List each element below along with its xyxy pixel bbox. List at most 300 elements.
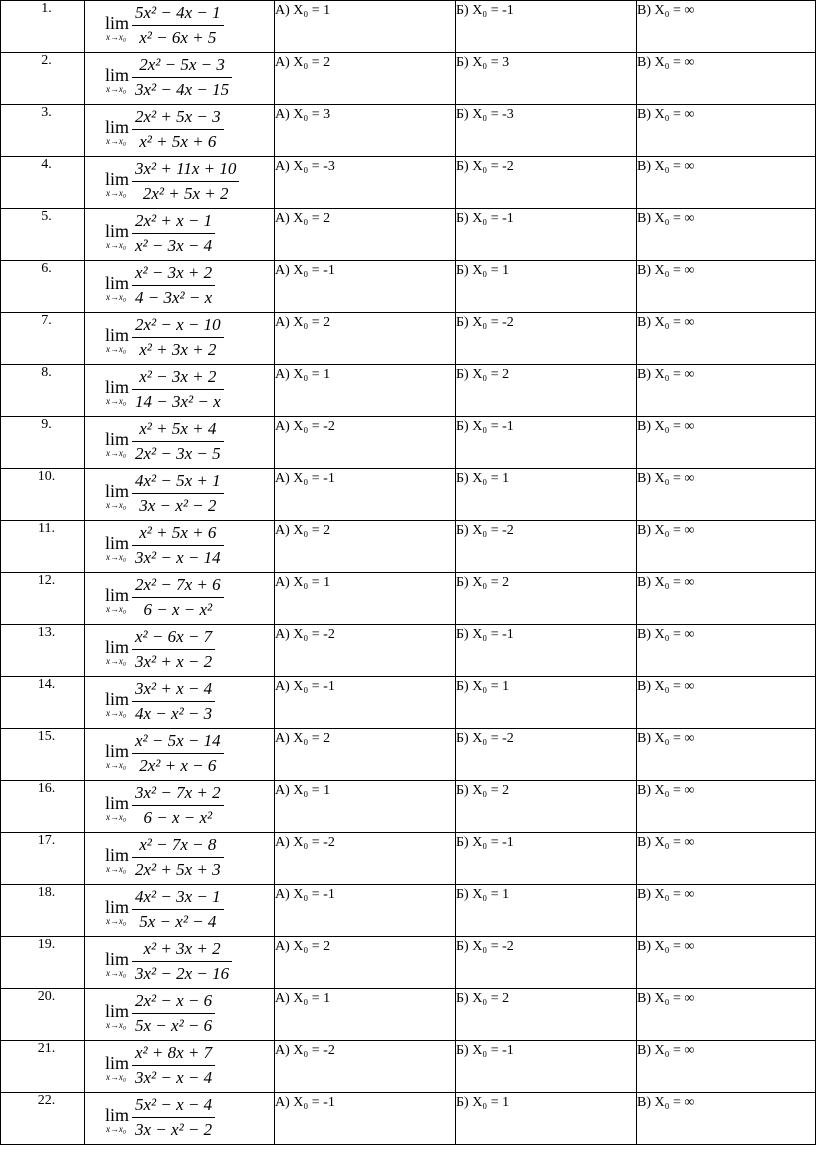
answer-option-a: А) X₀ = -1 (275, 887, 335, 902)
answer-option-a: А) X₀ = 1 (275, 3, 331, 18)
answer-option-b: Б) X₀ = -2 (456, 315, 514, 330)
limit-fraction (132, 107, 224, 152)
lim-word: lim (105, 481, 130, 501)
answer-option-b: Б) X₀ = 1 (456, 887, 510, 902)
task-row (1, 833, 816, 885)
answer-option-c-cell (637, 209, 816, 261)
fraction-numerator: x² − 3x + 2 (135, 263, 213, 282)
lim-subscript: x→x₀ (105, 812, 127, 822)
lim-subscript: x→x₀ (105, 84, 127, 94)
lim-word: lim (105, 325, 130, 345)
fraction-numerator: 2x² − 7x + 6 (135, 575, 221, 594)
answer-option-c: В) X₀ = ∞ (637, 315, 695, 330)
task-number: 10. (37, 469, 56, 484)
answer-option-b: Б) X₀ = -2 (456, 731, 514, 746)
lim-word: lim (105, 585, 130, 605)
limit-fraction (132, 55, 232, 100)
answer-option-b-cell (456, 261, 637, 313)
lim-subscript: x→x₀ (105, 552, 127, 562)
answer-option-a: А) X₀ = -2 (275, 627, 335, 642)
answer-option-a-cell (275, 105, 456, 157)
limit-expression-cell (85, 781, 275, 833)
limit-fraction (132, 3, 224, 48)
answer-option-a-cell (275, 781, 456, 833)
answer-option-c: В) X₀ = ∞ (637, 55, 695, 70)
limit-expression-cell (85, 105, 275, 157)
lim-subscript: x→x₀ (105, 708, 127, 718)
lim-word: lim (105, 117, 130, 137)
fraction-denominator: 4x − x² − 3 (135, 704, 213, 723)
limit-expression-cell (85, 1093, 275, 1145)
answer-option-c-cell (637, 469, 816, 521)
answer-option-c-cell (637, 365, 816, 417)
task-number-cell (1, 53, 85, 105)
lim-subscript: x→x₀ (105, 864, 127, 874)
answer-option-a-cell (275, 417, 456, 469)
answer-option-a: А) X₀ = -2 (275, 835, 335, 850)
answer-option-b: Б) X₀ = -1 (456, 835, 514, 850)
answer-option-b-cell (456, 937, 637, 989)
task-number-cell (1, 729, 85, 781)
task-number: 21. (37, 1041, 56, 1056)
answer-option-b-cell (456, 157, 637, 209)
answer-option-b-cell (456, 625, 637, 677)
limit-expression-cell (85, 365, 275, 417)
answer-option-a-cell (275, 1093, 456, 1145)
answer-option-a-cell (275, 53, 456, 105)
fraction-denominator: x² − 6x + 5 (139, 28, 217, 47)
answer-option-b: Б) X₀ = -2 (456, 159, 514, 174)
fraction-numerator: x² − 3x + 2 (139, 367, 217, 386)
answer-option-a-cell (275, 989, 456, 1041)
answer-option-c-cell (637, 105, 816, 157)
lim-subscript: x→x₀ (105, 396, 127, 406)
task-row (1, 1, 816, 53)
task-row (1, 781, 816, 833)
limit-operator (105, 534, 129, 562)
lim-word: lim (105, 273, 130, 293)
limit-operator (105, 1002, 129, 1030)
limit-expression-cell (85, 885, 275, 937)
limit-expression-cell (85, 573, 275, 625)
fraction-numerator: 2x² + x − 1 (135, 211, 213, 230)
limit-fraction (132, 419, 224, 464)
limit-operator (105, 846, 129, 874)
limit-fraction (132, 159, 239, 204)
limit-operator (105, 898, 129, 926)
answer-option-b: Б) X₀ = 1 (456, 679, 510, 694)
limit-expression-cell (85, 157, 275, 209)
answer-option-a-cell (275, 885, 456, 937)
answer-option-a: А) X₀ = -1 (275, 471, 335, 486)
answer-option-a: А) X₀ = 2 (275, 211, 331, 226)
answer-option-c-cell (637, 885, 816, 937)
lim-word: lim (105, 897, 130, 917)
answer-option-a-cell (275, 573, 456, 625)
lim-word: lim (105, 741, 130, 761)
answer-option-a: А) X₀ = -2 (275, 419, 335, 434)
task-row (1, 1041, 816, 1093)
answer-option-b-cell (456, 781, 637, 833)
limit-operator (105, 638, 129, 666)
fraction-denominator: 2x² + x − 6 (139, 756, 217, 775)
lim-subscript: x→x₀ (105, 240, 127, 250)
lim-subscript: x→x₀ (105, 1072, 127, 1082)
limit-fraction (132, 367, 224, 412)
limit-expression-cell (85, 989, 275, 1041)
task-number-cell (1, 1041, 85, 1093)
limit-expression-cell (85, 469, 275, 521)
task-number: 1. (41, 1, 52, 16)
fraction-numerator: 2x² − x − 6 (135, 991, 213, 1010)
answer-option-c: В) X₀ = ∞ (637, 731, 695, 746)
limit-operator (105, 950, 129, 978)
lim-subscript: x→x₀ (105, 448, 127, 458)
answer-option-c-cell (637, 157, 816, 209)
fraction-denominator: 2x² − 3x − 5 (135, 444, 221, 463)
limit-expression-cell (85, 1041, 275, 1093)
limit-fraction (132, 1095, 215, 1140)
answer-option-c: В) X₀ = ∞ (637, 523, 695, 538)
answer-option-b-cell (456, 989, 637, 1041)
answer-option-c: В) X₀ = ∞ (637, 471, 695, 486)
task-row (1, 573, 816, 625)
answer-option-a-cell (275, 313, 456, 365)
answer-option-b: Б) X₀ = 2 (456, 367, 510, 382)
lim-word: lim (105, 793, 130, 813)
answer-option-c: В) X₀ = ∞ (637, 835, 695, 850)
answer-option-c: В) X₀ = ∞ (637, 1095, 695, 1110)
answer-option-b-cell (456, 105, 637, 157)
limit-expression-cell (85, 313, 275, 365)
task-row (1, 1093, 816, 1145)
lim-word: lim (105, 377, 130, 397)
task-row (1, 105, 816, 157)
fraction-denominator: x² + 3x + 2 (139, 340, 217, 359)
task-row (1, 625, 816, 677)
fraction-denominator: 3x² − 4x − 15 (135, 80, 230, 99)
limit-expression-cell (85, 53, 275, 105)
limit-fraction (132, 679, 215, 724)
fraction-numerator: x² + 8x + 7 (135, 1043, 213, 1062)
answer-option-a-cell (275, 833, 456, 885)
answer-option-a: А) X₀ = 1 (275, 991, 331, 1006)
fraction-numerator: x² − 5x − 14 (135, 731, 221, 750)
task-number: 16. (37, 781, 56, 796)
fraction-numerator: 5x² − x − 4 (135, 1095, 213, 1114)
answer-option-b-cell (456, 417, 637, 469)
task-number-cell (1, 937, 85, 989)
task-number: 2. (41, 53, 52, 68)
limit-operator (105, 274, 129, 302)
answer-option-a: А) X₀ = -2 (275, 1043, 335, 1058)
limit-operator (105, 794, 129, 822)
answer-option-b: Б) X₀ = -1 (456, 1043, 514, 1058)
fraction-denominator: 3x² + x − 2 (135, 652, 213, 671)
answer-option-b: Б) X₀ = 2 (456, 783, 510, 798)
answer-option-b: Б) X₀ = 1 (456, 263, 510, 278)
answer-option-a: А) X₀ = 2 (275, 939, 331, 954)
answer-option-a: А) X₀ = -1 (275, 1095, 335, 1110)
lim-subscript: x→x₀ (105, 292, 127, 302)
limit-operator (105, 118, 129, 146)
limit-fraction (132, 471, 224, 516)
task-number: 11. (38, 521, 55, 536)
task-number: 19. (37, 937, 56, 952)
fraction-denominator: 6 − x − x² (143, 600, 213, 619)
lim-word: lim (105, 13, 130, 33)
limit-fraction (132, 887, 224, 932)
limit-fraction (132, 575, 224, 620)
answer-option-a-cell (275, 521, 456, 573)
answer-option-b: Б) X₀ = 1 (456, 1095, 510, 1110)
fraction-numerator: 2x² − x − 10 (135, 315, 221, 334)
answer-option-b: Б) X₀ = -1 (456, 211, 514, 226)
answer-option-c-cell (637, 53, 816, 105)
fraction-numerator: 4x² − 3x − 1 (135, 887, 221, 906)
task-number-cell (1, 573, 85, 625)
fraction-denominator: 3x² − x − 4 (135, 1068, 213, 1087)
limit-operator (105, 1106, 129, 1134)
limit-operator (105, 690, 129, 718)
task-table-body (1, 1, 816, 1145)
task-row (1, 521, 816, 573)
answer-option-a-cell (275, 469, 456, 521)
limit-operator (105, 1054, 129, 1082)
answer-option-b-cell (456, 365, 637, 417)
answer-option-a: А) X₀ = 2 (275, 523, 331, 538)
answer-option-a-cell (275, 729, 456, 781)
lim-word: lim (105, 1105, 130, 1125)
answer-option-a-cell (275, 625, 456, 677)
fraction-denominator: 6 − x − x² (143, 808, 213, 827)
task-number-cell (1, 833, 85, 885)
fraction-numerator: 5x² − 4x − 1 (135, 3, 221, 22)
answer-option-b-cell (456, 53, 637, 105)
lim-word: lim (105, 533, 130, 553)
answer-option-a-cell (275, 1, 456, 53)
answer-option-c-cell (637, 781, 816, 833)
answer-option-c: В) X₀ = ∞ (637, 679, 695, 694)
fraction-denominator: 3x − x² − 2 (135, 1120, 213, 1139)
limit-fraction (132, 627, 215, 672)
answer-option-a-cell (275, 261, 456, 313)
answer-option-c-cell (637, 313, 816, 365)
answer-option-a: А) X₀ = 2 (275, 55, 331, 70)
fraction-denominator: 2x² + 5x + 2 (142, 184, 229, 203)
answer-option-a: А) X₀ = 2 (275, 731, 331, 746)
fraction-numerator: 2x² − 5x − 3 (139, 55, 225, 74)
answer-option-c: В) X₀ = ∞ (637, 211, 695, 226)
fraction-denominator: 3x − x² − 2 (139, 496, 217, 515)
answer-option-c-cell (637, 1, 816, 53)
answer-option-b: Б) X₀ = -2 (456, 939, 514, 954)
answer-option-c-cell (637, 937, 816, 989)
answer-option-a: А) X₀ = 1 (275, 575, 331, 590)
answer-option-a-cell (275, 677, 456, 729)
lim-word: lim (105, 169, 130, 189)
task-number-cell (1, 469, 85, 521)
task-number-cell (1, 1093, 85, 1145)
fraction-numerator: x² + 3x + 2 (143, 939, 221, 958)
limit-expression-cell (85, 417, 275, 469)
task-number: 17. (37, 833, 56, 848)
task-number-cell (1, 417, 85, 469)
lim-subscript: x→x₀ (105, 500, 127, 510)
limit-operator (105, 66, 129, 94)
fraction-denominator: x² − 3x − 4 (135, 236, 213, 255)
fraction-numerator: x² − 6x − 7 (135, 627, 213, 646)
answer-option-a-cell (275, 157, 456, 209)
fraction-numerator: x² + 5x + 6 (139, 523, 217, 542)
task-number-cell (1, 209, 85, 261)
fraction-denominator: 3x² − x − 14 (135, 548, 221, 567)
lim-subscript: x→x₀ (105, 344, 127, 354)
lim-subscript: x→x₀ (105, 1020, 127, 1030)
task-number-cell (1, 781, 85, 833)
limit-fraction (132, 731, 224, 776)
answer-option-c-cell (637, 677, 816, 729)
answer-option-c-cell (637, 1093, 816, 1145)
answer-option-b: Б) X₀ = 2 (456, 575, 510, 590)
answer-option-c: В) X₀ = ∞ (637, 107, 695, 122)
fraction-numerator: 3x² + x − 4 (135, 679, 213, 698)
answer-option-c: В) X₀ = ∞ (637, 887, 695, 902)
task-number: 14. (37, 677, 56, 692)
answer-option-b: Б) X₀ = -2 (456, 523, 514, 538)
answer-option-b-cell (456, 209, 637, 261)
answer-option-c-cell (637, 989, 816, 1041)
fraction-numerator: 3x² − 7x + 2 (135, 783, 221, 802)
limit-expression-cell (85, 937, 275, 989)
answer-option-b-cell (456, 729, 637, 781)
answer-option-c: В) X₀ = ∞ (637, 419, 695, 434)
lim-subscript: x→x₀ (105, 136, 127, 146)
limit-expression-cell (85, 677, 275, 729)
task-row (1, 729, 816, 781)
task-number-cell (1, 105, 85, 157)
answer-option-b: Б) X₀ = 1 (456, 471, 510, 486)
limit-fraction (132, 263, 215, 308)
task-number: 13. (37, 625, 56, 640)
lim-word: lim (105, 689, 130, 709)
answer-option-c: В) X₀ = ∞ (637, 939, 695, 954)
answer-option-a-cell (275, 365, 456, 417)
answer-option-c: В) X₀ = ∞ (637, 159, 695, 174)
answer-option-b-cell (456, 521, 637, 573)
lim-word: lim (105, 1001, 130, 1021)
lim-word: lim (105, 949, 130, 969)
lim-word: lim (105, 65, 130, 85)
task-number-cell (1, 885, 85, 937)
fraction-numerator: 2x² + 5x − 3 (135, 107, 221, 126)
task-row (1, 53, 816, 105)
answer-option-b-cell (456, 885, 637, 937)
answer-option-a: А) X₀ = -3 (275, 159, 335, 174)
task-row (1, 157, 816, 209)
answer-option-b-cell (456, 833, 637, 885)
answer-option-c: В) X₀ = ∞ (637, 575, 695, 590)
task-row (1, 677, 816, 729)
answer-option-b: Б) X₀ = 3 (456, 55, 510, 70)
lim-subscript: x→x₀ (105, 188, 127, 198)
task-number-cell (1, 157, 85, 209)
answer-option-a: А) X₀ = -1 (275, 679, 335, 694)
task-number: 6. (41, 261, 52, 276)
fraction-denominator: 2x² + 5x + 3 (135, 860, 221, 879)
answer-option-c-cell (637, 417, 816, 469)
limit-expression-cell (85, 1, 275, 53)
answer-option-b: Б) X₀ = 2 (456, 991, 510, 1006)
lim-subscript: x→x₀ (105, 968, 127, 978)
lim-word: lim (105, 429, 130, 449)
fraction-numerator: 4x² − 5x + 1 (135, 471, 221, 490)
limit-fraction (132, 315, 224, 360)
limit-operator (105, 326, 129, 354)
task-number: 22. (37, 1093, 56, 1108)
task-number: 9. (41, 417, 52, 432)
limit-operator (105, 482, 129, 510)
task-number: 20. (37, 989, 56, 1004)
answer-option-b-cell (456, 677, 637, 729)
limit-fraction (132, 1043, 215, 1088)
answer-option-c: В) X₀ = ∞ (637, 991, 695, 1006)
fraction-numerator: x² − 7x − 8 (139, 835, 217, 854)
limit-expression-cell (85, 209, 275, 261)
limit-operator (105, 14, 129, 42)
lim-word: lim (105, 845, 130, 865)
limit-fraction (132, 783, 224, 828)
task-number: 3. (41, 105, 52, 120)
limit-operator (105, 170, 129, 198)
answer-option-c-cell (637, 1041, 816, 1093)
task-number: 8. (41, 365, 52, 380)
task-row (1, 937, 816, 989)
limit-expression-cell (85, 625, 275, 677)
answer-option-b: Б) X₀ = -1 (456, 419, 514, 434)
limit-expression-cell (85, 261, 275, 313)
task-number-cell (1, 1, 85, 53)
answer-option-b: Б) X₀ = -1 (456, 627, 514, 642)
fraction-denominator: 5x − x² − 6 (135, 1016, 213, 1035)
task-number: 12. (37, 573, 56, 588)
answer-option-c: В) X₀ = ∞ (637, 1043, 695, 1058)
task-row (1, 417, 816, 469)
limit-fraction (132, 835, 224, 880)
task-row (1, 313, 816, 365)
answer-option-b-cell (456, 1093, 637, 1145)
lim-subscript: x→x₀ (105, 656, 127, 666)
answer-option-c: В) X₀ = ∞ (637, 627, 695, 642)
answer-option-a: А) X₀ = 1 (275, 367, 331, 382)
answer-option-c-cell (637, 625, 816, 677)
answer-option-b-cell (456, 469, 637, 521)
task-number: 5. (41, 209, 52, 224)
answer-option-c: В) X₀ = ∞ (637, 783, 695, 798)
task-row (1, 989, 816, 1041)
limit-operator (105, 586, 129, 614)
answer-option-a: А) X₀ = 3 (275, 107, 331, 122)
answer-option-a-cell (275, 209, 456, 261)
lim-subscript: x→x₀ (105, 32, 127, 42)
fraction-denominator: 3x² − 2x − 16 (135, 964, 230, 983)
task-number-cell (1, 261, 85, 313)
limit-operator (105, 742, 129, 770)
answer-option-a: А) X₀ = -1 (275, 263, 335, 278)
lim-word: lim (105, 221, 130, 241)
answer-option-a: А) X₀ = 1 (275, 783, 331, 798)
answer-option-c: В) X₀ = ∞ (637, 263, 695, 278)
